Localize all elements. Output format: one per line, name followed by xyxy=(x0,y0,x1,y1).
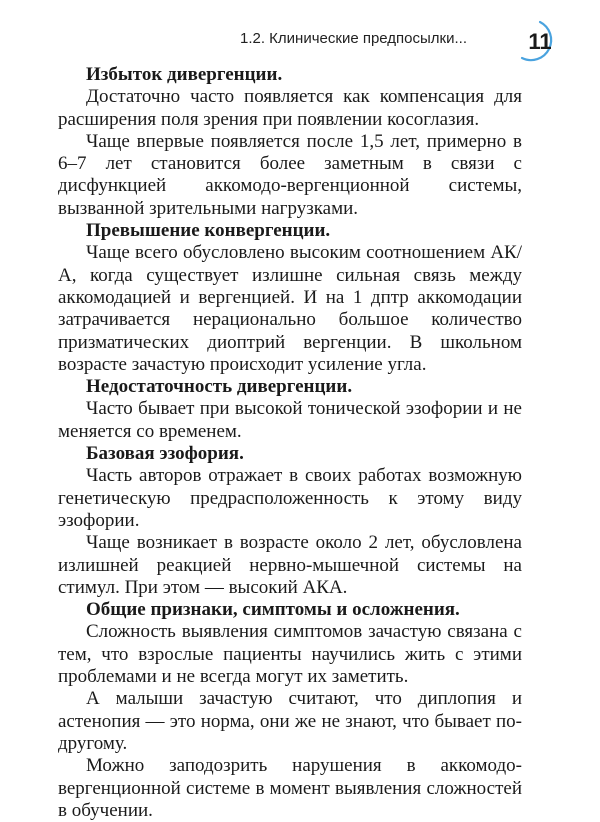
page-number: 11 xyxy=(528,29,552,54)
paragraph: А малыши зачастую считают, что диплопия и астенопия — это норма, они же не знают, что бывает по-другому. xyxy=(58,688,522,754)
paragraph: Достаточно часто появляется как компенсация для расширения поля зрения при появлении косоглазия. xyxy=(58,86,522,130)
paragraph: Чаще возникает в возрасте около 2 лет, обусловлена излишней реакцией нервно-мышечной системы на стимул. При этом — высокий АКА. xyxy=(58,532,522,598)
running-header: 1.2. Клинические предпосылки... xyxy=(240,30,467,47)
paragraph: Можно заподозрить нарушения в аккомодо-вергенционной системе в момент выявления сложностей в обучении. xyxy=(58,755,522,821)
paragraph: Часть авторов отражает в своих работах возможную генетическую предрасположенность к этому виду эзофории. xyxy=(58,465,522,531)
section-heading: Недостаточность дивергенции. xyxy=(86,376,353,398)
section-heading: Избыток дивергенции. xyxy=(86,64,283,85)
paragraph: Сложность выявления симптомов зачастую связана с тем, что взрослые пациенты научились жить с этими проблемами и не всегда могут их заметить. xyxy=(58,621,522,688)
paragraph: Чаще впервые появляется после 1,5 лет, примерно в 6–7 лет становится более заметным в связи с дисфункцией аккомодо-вергенционной системы, вызванной зрительными нагрузками. xyxy=(58,130,522,219)
section-heading: Превышение конвергенции. xyxy=(86,220,331,242)
section-heading: Базовая эзофория. xyxy=(86,443,244,465)
paragraph: Чаще всего обусловлено высоким соотношением АК/А, когда существует излишне сильная связь между аккомодацией и вергенцией. И на 1 дптр аккомодации затрачивается нерационально большое количество призматических диоптрий вергенции. В школьном возрасте зачастую происходит усиление угла. xyxy=(58,242,522,375)
page-content xyxy=(58,64,522,822)
section-heading: Общие признаки, симптомы и осложнения. xyxy=(86,599,460,621)
paragraph: Часто бывает при высокой тонической эзофории и не меняется со временем. xyxy=(58,398,522,442)
